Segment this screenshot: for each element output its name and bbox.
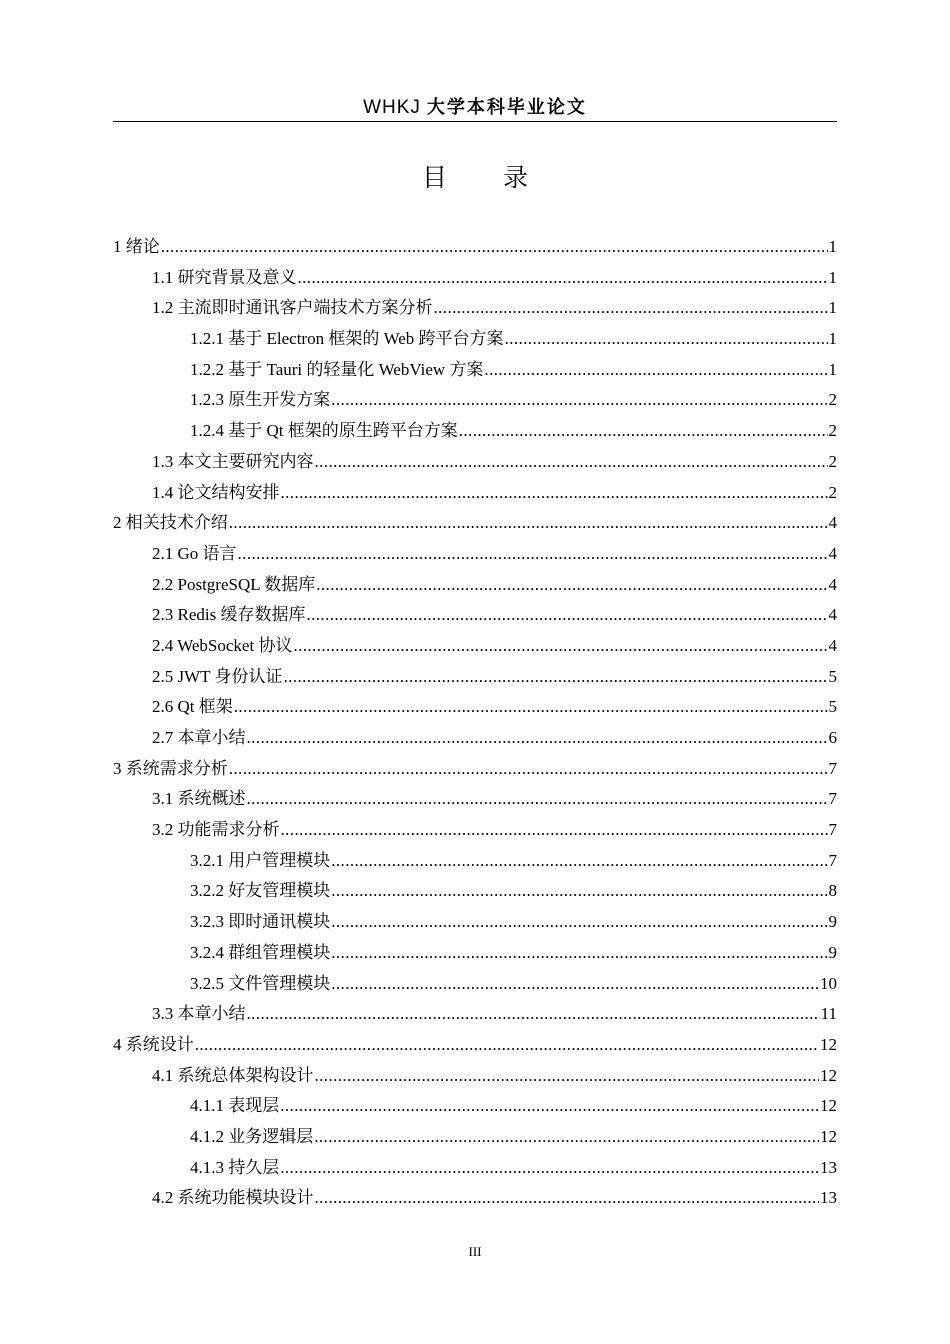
- toc-dot-leader: [331, 907, 827, 938]
- toc-entry-page-number: 9: [828, 942, 837, 962]
- toc-entry[interactable]: [113, 447, 837, 478]
- toc-entry[interactable]: [113, 631, 837, 662]
- toc-entry[interactable]: [113, 876, 837, 907]
- toc-dot-leader: [331, 385, 827, 416]
- toc-entry[interactable]: [113, 1153, 837, 1184]
- toc-entry[interactable]: [113, 570, 837, 601]
- toc-entry-page-number: 10: [820, 973, 837, 993]
- toc-entry[interactable]: [113, 723, 837, 754]
- toc-entry[interactable]: [113, 1091, 837, 1122]
- header-cjk-text: 大学本科毕业论文: [426, 97, 587, 118]
- toc-entry-label: 2.7 本章小结: [152, 728, 246, 747]
- toc-entry[interactable]: [113, 1122, 837, 1153]
- toc-dot-leader: [331, 876, 827, 907]
- toc-entry[interactable]: [113, 1183, 837, 1214]
- toc-entry-page-number: 5: [828, 666, 837, 686]
- toc-entry-label: 4.1.3 持久层: [190, 1157, 280, 1177]
- toc-entry-page-number: 7: [828, 789, 837, 809]
- toc-entry[interactable]: [113, 324, 837, 355]
- toc-entry-label: 3.2.2 好友管理模块: [190, 881, 331, 901]
- toc-entry[interactable]: [113, 662, 837, 693]
- toc-entry-page-number: 4: [828, 574, 837, 594]
- toc-entry[interactable]: [113, 539, 837, 570]
- toc-entry[interactable]: [113, 907, 837, 938]
- toc-entry[interactable]: [113, 784, 837, 815]
- toc-entry-label: 3 系统需求分析: [113, 758, 228, 778]
- toc-dot-leader: [293, 631, 827, 662]
- toc-entry-label: 1.2.4 基于 Qt 框架的原生跨平台方案: [190, 421, 458, 441]
- toc-dot-leader: [434, 293, 828, 324]
- toc-dot-leader: [315, 447, 828, 478]
- toc-entry-page-number: 2: [828, 390, 837, 410]
- toc-entry-label: 2.5 JWT 身份认证: [152, 666, 283, 686]
- toc-entry-page-number: 12: [820, 1126, 837, 1146]
- toc-entry[interactable]: [113, 355, 837, 386]
- toc-entry-label: 1.2.2 基于 Tauri 的轻量化 WebView 方案: [190, 359, 484, 379]
- toc-entry-label: 1.4 论文结构安排: [152, 482, 280, 502]
- toc-entry-label: 4.1 系统总体架构设计: [152, 1065, 314, 1085]
- toc-entry-page-number: 4: [828, 543, 837, 563]
- toc-entry[interactable]: [113, 815, 837, 846]
- toc-dot-leader: [229, 754, 828, 785]
- toc-entry-label: 2.6 Qt 框架: [152, 697, 233, 717]
- toc-entry-page-number: 1: [828, 267, 837, 287]
- toc-entry-page-number: 2: [828, 451, 837, 471]
- toc-entry-page-number: 1: [828, 359, 837, 379]
- toc-entry-page-number: 13: [820, 1157, 837, 1177]
- toc-dot-leader: [247, 784, 828, 815]
- toc-entry-page-number: 4: [828, 605, 837, 625]
- toc-entry-label: 2.3 Redis 缓存数据库: [152, 605, 306, 625]
- toc-entry-page-number: 5: [828, 697, 837, 717]
- toc-entry-page-number: 11: [820, 1004, 837, 1024]
- toc-dot-leader: [315, 1061, 820, 1092]
- toc-dot-leader: [280, 1091, 819, 1122]
- toc-entry-label: 3.2.5 文件管理模块: [190, 973, 331, 993]
- toc-entry-page-number: 1: [828, 298, 837, 318]
- toc-dot-leader: [238, 539, 828, 570]
- toc-entry-label: 1.3 本文主要研究内容: [152, 451, 314, 471]
- toc-entry-page-number: 2: [828, 482, 837, 502]
- toc-dot-leader: [281, 815, 828, 846]
- toc-entry-page-number: 1: [828, 237, 837, 256]
- toc-dot-leader: [195, 1030, 819, 1061]
- toc-entry-page-number: 13: [820, 1188, 837, 1208]
- toc-entry-label: 1.2.1 基于 Electron 框架的 Web 跨平台方案: [190, 329, 504, 349]
- toc-entry[interactable]: [113, 1061, 837, 1092]
- toc-entry-page-number: 12: [820, 1096, 837, 1116]
- toc-entry-label: 3.3 本章小结: [152, 1004, 246, 1024]
- toc-entry[interactable]: [113, 293, 837, 324]
- toc-entry-label: 2.2 PostgreSQL 数据库: [152, 574, 316, 594]
- toc-entry-label: 1 绪论: [113, 237, 160, 256]
- toc-entry-page-number: 12: [820, 1034, 837, 1054]
- toc-entry[interactable]: [113, 969, 837, 1000]
- toc-dot-leader: [284, 662, 828, 693]
- toc-dot-leader: [161, 232, 828, 263]
- toc-entry-label: 4 系统设计: [113, 1034, 194, 1054]
- toc-dot-leader: [280, 1153, 819, 1184]
- toc-entry-label: 3.2.3 即时通讯模块: [190, 912, 331, 932]
- toc-dot-leader: [316, 570, 827, 601]
- toc-entry-page-number: 9: [828, 912, 837, 932]
- table-of-contents: [113, 232, 837, 1214]
- toc-entry-page-number: 4: [828, 635, 837, 655]
- toc-dot-leader: [331, 846, 827, 877]
- toc-dot-leader: [247, 999, 820, 1030]
- toc-entry-label: 3.2.4 群组管理模块: [190, 942, 331, 962]
- toc-dot-leader: [331, 938, 827, 969]
- toc-entry-page-number: 12: [820, 1065, 837, 1085]
- toc-entry-label: 3.1 系统概述: [152, 789, 246, 809]
- toc-entry[interactable]: [113, 846, 837, 877]
- footer-page-number: III: [468, 1244, 482, 1259]
- toc-entry[interactable]: [113, 754, 837, 785]
- toc-entry[interactable]: [113, 416, 837, 447]
- header-latin-text: WHKJ: [363, 97, 421, 118]
- toc-entry-label: 4.1.1 表现层: [190, 1096, 280, 1116]
- toc-entry-page-number: 2: [828, 421, 837, 441]
- toc-dot-leader: [484, 355, 827, 386]
- toc-dot-leader: [315, 1183, 820, 1214]
- toc-entry[interactable]: [113, 938, 837, 969]
- toc-entry-page-number: 7: [828, 820, 837, 840]
- toc-entry-label: 3.2 功能需求分析: [152, 820, 280, 840]
- toc-entry[interactable]: [113, 232, 837, 263]
- toc-entry-label: 2.1 Go 语言: [152, 543, 237, 563]
- toc-dot-leader: [314, 1122, 819, 1153]
- toc-dot-leader: [331, 969, 819, 1000]
- toc-entry-page-number: 4: [828, 513, 837, 533]
- toc-entry-label: 2.4 WebSocket 协议: [152, 635, 293, 655]
- toc-entry-page-number: 8: [828, 881, 837, 901]
- toc-dot-leader: [306, 600, 827, 631]
- toc-entry[interactable]: [113, 508, 837, 539]
- toc-entry-page-number: 6: [828, 728, 837, 747]
- toc-entry-page-number: 7: [828, 758, 837, 778]
- toc-entry-label: 4.2 系统功能模块设计: [152, 1188, 314, 1208]
- toc-entry-label: 4.1.2 业务逻辑层: [190, 1126, 314, 1146]
- toc-entry-label: 2 相关技术介绍: [113, 513, 228, 533]
- toc-dot-leader: [247, 723, 828, 754]
- toc-entry-label: 3.2.1 用户管理模块: [190, 850, 331, 870]
- toc-dot-leader: [459, 416, 828, 447]
- toc-entry-page-number: 1: [828, 329, 837, 349]
- toc-entry-label: 1.2 主流即时通讯客户端技术方案分析: [152, 298, 433, 318]
- toc-entry[interactable]: [113, 263, 837, 294]
- toc-entry-page-number: 7: [828, 850, 837, 870]
- toc-dot-leader: [234, 692, 828, 723]
- toc-entry-label: 1.2.3 原生开发方案: [190, 390, 331, 410]
- toc-entry[interactable]: [113, 478, 837, 509]
- toc-dot-leader: [229, 508, 828, 539]
- toc-entry[interactable]: [113, 385, 837, 416]
- toc-entry[interactable]: [113, 600, 837, 631]
- toc-title: 目 录: [422, 163, 552, 192]
- toc-dot-leader: [298, 263, 828, 294]
- toc-dot-leader: [281, 478, 828, 509]
- toc-entry[interactable]: [113, 1030, 837, 1061]
- toc-entry[interactable]: [113, 692, 837, 723]
- toc-dot-leader: [505, 324, 828, 355]
- page-header: [113, 93, 837, 122]
- toc-entry-label: 1.1 研究背景及意义: [152, 267, 297, 287]
- toc-entry[interactable]: [113, 999, 837, 1030]
